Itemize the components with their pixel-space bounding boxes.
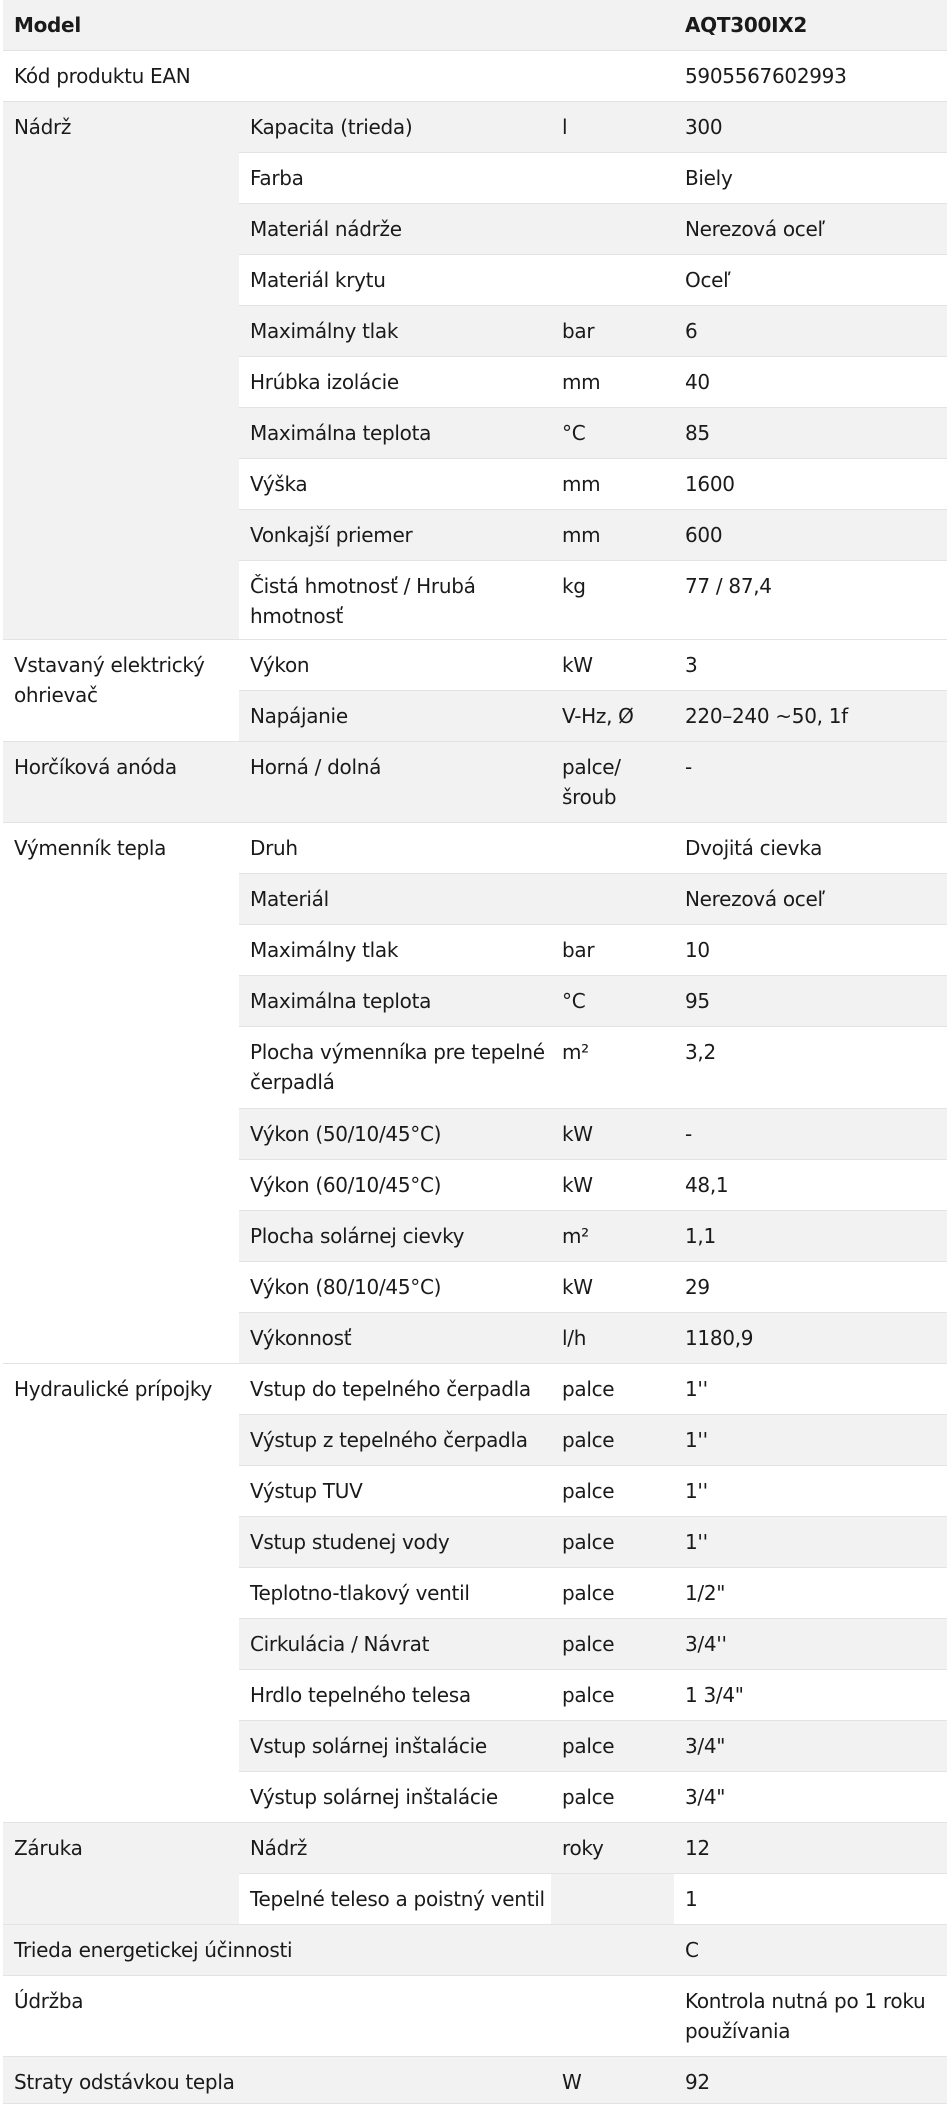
heater-param: Výkon bbox=[239, 640, 551, 691]
spec-table bbox=[3, 0, 947, 2104]
exchanger-unit: bar bbox=[551, 925, 674, 976]
standby-value: 92 bbox=[674, 2057, 947, 2104]
tank-unit: mm bbox=[551, 459, 674, 510]
tank-unit bbox=[551, 153, 674, 204]
hydraulic-unit: palce bbox=[551, 1466, 674, 1517]
tank-param: Maximálny tlak bbox=[239, 306, 551, 357]
anode-param: Horná / dolná bbox=[239, 742, 551, 823]
heater-param: Napájanie bbox=[239, 691, 551, 742]
exchanger-value: 10 bbox=[674, 925, 947, 976]
tank-unit: °C bbox=[551, 408, 674, 459]
hydraulic-value: 3/4'' bbox=[674, 1619, 947, 1670]
hydraulic-param: Výstup TUV bbox=[239, 1466, 551, 1517]
warranty-unit bbox=[551, 1874, 674, 1925]
exchanger-value: 1180,9 bbox=[674, 1313, 947, 1364]
exchanger-value: Dvojitá cievka bbox=[674, 823, 947, 874]
anode-value: - bbox=[674, 742, 947, 823]
exchanger-param: Druh bbox=[239, 823, 551, 874]
hydraulic-value: 1 3/4" bbox=[674, 1670, 947, 1721]
warranty-value: 1 bbox=[674, 1874, 947, 1925]
exchanger-param: Výkon (50/10/45°C) bbox=[239, 1109, 551, 1160]
exchanger-param: Výkon (80/10/45°C) bbox=[239, 1262, 551, 1313]
hydraulic-unit: palce bbox=[551, 1568, 674, 1619]
header-model-label: Model bbox=[3, 0, 674, 51]
hydraulic-param: Výstup solárnej inštalácie bbox=[239, 1772, 551, 1823]
heater-unit: V-Hz, Ø bbox=[551, 691, 674, 742]
tank-param: Farba bbox=[239, 153, 551, 204]
ean-value: 5905567602993 bbox=[674, 51, 947, 102]
tank-param: Hrúbka izolácie bbox=[239, 357, 551, 408]
hydraulic-value: 1'' bbox=[674, 1466, 947, 1517]
exchanger-value: Nerezová oceľ bbox=[674, 874, 947, 925]
maintenance-value: Kontrola nutná po 1 roku používania bbox=[674, 1976, 947, 2057]
standby-label: Straty odstávkou tepla bbox=[3, 2057, 551, 2104]
hydraulic-unit: palce bbox=[551, 1721, 674, 1772]
exchanger-param: Plocha výmenníka pre tepelné čerpadlá bbox=[239, 1027, 551, 1109]
tank-value: 1600 bbox=[674, 459, 947, 510]
exchanger-unit: m² bbox=[551, 1211, 674, 1262]
warranty-value: 12 bbox=[674, 1823, 947, 1874]
exchanger-value: 95 bbox=[674, 976, 947, 1027]
tank-value: 85 bbox=[674, 408, 947, 459]
hydraulic-param: Vstup do tepelného čerpadla bbox=[239, 1364, 551, 1415]
tank-unit: l bbox=[551, 102, 674, 153]
group-warranty-label: Záruka bbox=[3, 1823, 239, 1925]
exchanger-unit: l/h bbox=[551, 1313, 674, 1364]
tank-value: 600 bbox=[674, 510, 947, 561]
maintenance-label: Údržba bbox=[3, 1976, 674, 2057]
header-model-value: AQT300IX2 bbox=[674, 0, 947, 51]
exchanger-value: 1,1 bbox=[674, 1211, 947, 1262]
exchanger-param: Materiál bbox=[239, 874, 551, 925]
hydraulic-unit: palce bbox=[551, 1415, 674, 1466]
hydraulic-param: Cirkulácia / Návrat bbox=[239, 1619, 551, 1670]
exchanger-param: Maximálny tlak bbox=[239, 925, 551, 976]
hydraulic-param: Hrdlo tepelného telesa bbox=[239, 1670, 551, 1721]
exchanger-value: - bbox=[674, 1109, 947, 1160]
exchanger-param: Výkon (60/10/45°C) bbox=[239, 1160, 551, 1211]
group-tank-label: Nádrž bbox=[3, 102, 239, 640]
tank-value: Nerezová oceľ bbox=[674, 204, 947, 255]
hydraulic-unit: palce bbox=[551, 1670, 674, 1721]
exchanger-unit bbox=[551, 874, 674, 925]
exchanger-value: 3,2 bbox=[674, 1027, 947, 1109]
tank-unit: bar bbox=[551, 306, 674, 357]
tank-value: Biely bbox=[674, 153, 947, 204]
ean-label: Kód produktu EAN bbox=[3, 51, 674, 102]
hydraulic-param: Vstup studenej vody bbox=[239, 1517, 551, 1568]
hydraulic-param: Teplotno-tlakový ventil bbox=[239, 1568, 551, 1619]
group-anode-label: Horčíková anóda bbox=[3, 742, 239, 823]
tank-param: Čistá hmotnosť / Hrubá hmotnosť bbox=[239, 561, 551, 640]
tank-value: 40 bbox=[674, 357, 947, 408]
hydraulic-value: 3/4" bbox=[674, 1772, 947, 1823]
tank-param: Materiál krytu bbox=[239, 255, 551, 306]
exchanger-unit: °C bbox=[551, 976, 674, 1027]
hydraulic-unit: palce bbox=[551, 1364, 674, 1415]
exchanger-value: 29 bbox=[674, 1262, 947, 1313]
warranty-param: Nádrž bbox=[239, 1823, 551, 1874]
group-heater-label: Vstavaný elektrický ohrievač bbox=[3, 640, 239, 742]
group-exchanger-label: Výmenník tepla bbox=[3, 823, 239, 1364]
exchanger-unit: m² bbox=[551, 1027, 674, 1109]
tank-unit: kg bbox=[551, 561, 674, 640]
hydraulic-value: 1'' bbox=[674, 1364, 947, 1415]
hydraulic-param: Výstup z tepelného čerpadla bbox=[239, 1415, 551, 1466]
hydraulic-value: 1'' bbox=[674, 1517, 947, 1568]
hydraulic-unit: palce bbox=[551, 1772, 674, 1823]
tank-unit bbox=[551, 204, 674, 255]
energy-value: C bbox=[674, 1925, 947, 1976]
hydraulic-param: Vstup solárnej inštalácie bbox=[239, 1721, 551, 1772]
hydraulic-unit: palce bbox=[551, 1619, 674, 1670]
hydraulic-unit: palce bbox=[551, 1517, 674, 1568]
anode-unit: palce/ šroub bbox=[551, 742, 674, 823]
exchanger-param: Maximálna teplota bbox=[239, 976, 551, 1027]
hydraulic-value: 1'' bbox=[674, 1415, 947, 1466]
group-hydraulic-label: Hydraulické prípojky bbox=[3, 1364, 239, 1823]
warranty-unit: roky bbox=[551, 1823, 674, 1874]
tank-param: Výška bbox=[239, 459, 551, 510]
tank-param: Kapacita (trieda) bbox=[239, 102, 551, 153]
tank-unit: mm bbox=[551, 357, 674, 408]
tank-param: Maximálna teplota bbox=[239, 408, 551, 459]
exchanger-unit: kW bbox=[551, 1160, 674, 1211]
heater-value: 3 bbox=[674, 640, 947, 691]
exchanger-unit bbox=[551, 823, 674, 874]
hydraulic-value: 3/4" bbox=[674, 1721, 947, 1772]
tank-param: Materiál nádrže bbox=[239, 204, 551, 255]
tank-unit: mm bbox=[551, 510, 674, 561]
tank-value: 77 / 87,4 bbox=[674, 561, 947, 640]
heater-value: 220–240 ~50, 1f bbox=[674, 691, 947, 742]
heater-unit: kW bbox=[551, 640, 674, 691]
warranty-param: Tepelné teleso a poistný ventil bbox=[239, 1874, 551, 1925]
exchanger-value: 48,1 bbox=[674, 1160, 947, 1211]
tank-value: 6 bbox=[674, 306, 947, 357]
standby-unit: W bbox=[551, 2057, 674, 2104]
hydraulic-value: 1/2" bbox=[674, 1568, 947, 1619]
tank-unit bbox=[551, 255, 674, 306]
tank-value: Oceľ bbox=[674, 255, 947, 306]
energy-label: Trieda energetickej účinnosti bbox=[3, 1925, 674, 1976]
exchanger-unit: kW bbox=[551, 1109, 674, 1160]
tank-value: 300 bbox=[674, 102, 947, 153]
exchanger-param: Plocha solárnej cievky bbox=[239, 1211, 551, 1262]
exchanger-param: Výkonnosť bbox=[239, 1313, 551, 1364]
tank-param: Vonkajší priemer bbox=[239, 510, 551, 561]
exchanger-unit: kW bbox=[551, 1262, 674, 1313]
